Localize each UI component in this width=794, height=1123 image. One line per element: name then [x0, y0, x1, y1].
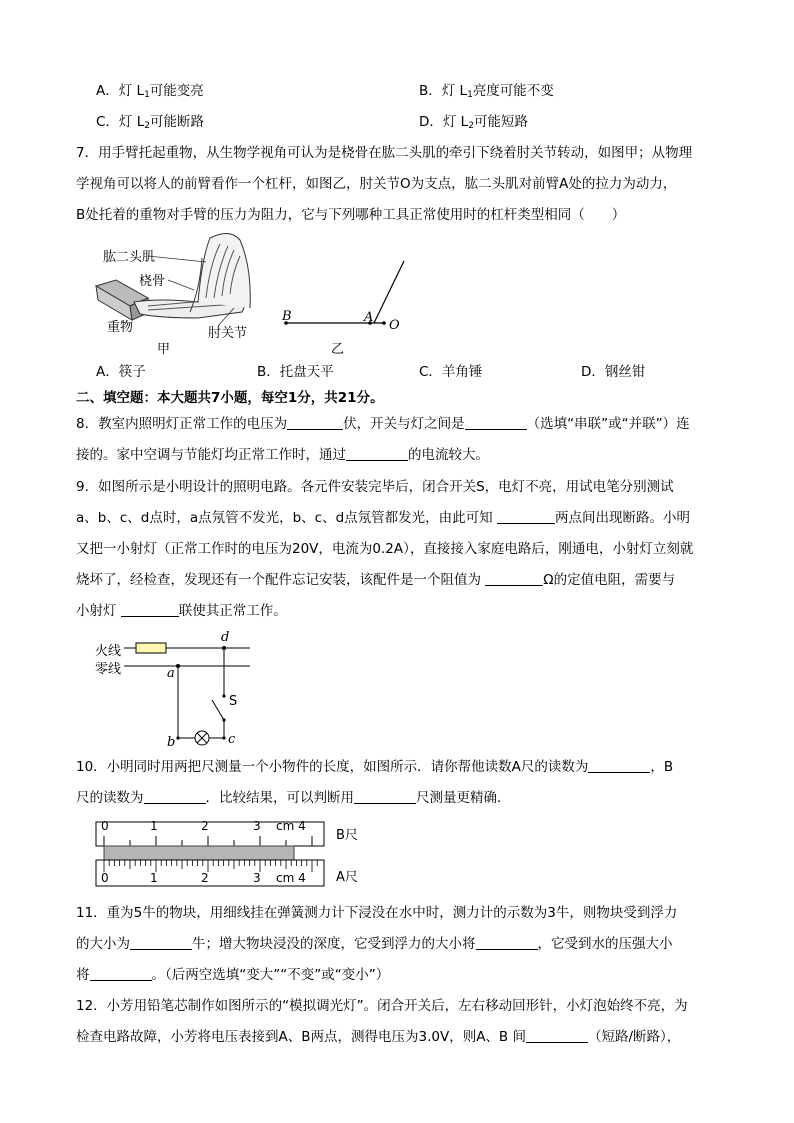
ruler-b-tick-0: 0: [101, 819, 109, 833]
caption-yi: 乙: [331, 342, 345, 357]
ruler-a-tick-1: 1: [150, 871, 158, 885]
circuit-point-a: a: [167, 666, 175, 681]
ruler-a-tick-0: 0: [101, 871, 109, 885]
label-elbow: 肘关节: [208, 326, 248, 341]
label-radius: 桡骨: [139, 274, 166, 289]
section-title: 二、填空题：本大题共7小题，每空1分，共21分。: [76, 390, 384, 406]
q6-option-a: A．灯 $L_1$可能变亮: [96, 83, 204, 100]
q9-line-5: 小射灯 联使其正常工作。: [76, 603, 287, 619]
ruler-b-label: B尺: [336, 828, 358, 843]
lever-point-O: O: [389, 318, 400, 333]
circuit-point-b: b: [167, 735, 176, 750]
q6-option-c: C．灯 $L_2$可能断路: [96, 114, 204, 131]
ruler-b-tick-1: 1: [150, 819, 158, 833]
q9-line-4: 烧坏了，经检查，发现还有一个配件忘记安装，该配件是一个阻值为 Ω的定值电阻，需要与: [76, 572, 676, 588]
q11-line-3: 将 。（后两空选填“变大”“不变”或“变小”）: [76, 967, 390, 983]
q8-line-2: 接的。家中空调与节能灯均正常工作时，通过 的电流较大。: [76, 447, 489, 463]
ruler-b-tick-2: 2: [201, 819, 209, 833]
label-live-wire: 火线: [95, 644, 122, 659]
q7-line-1: 7．用手臂托起重物，从生物学视角可认为是桡骨在肱二头肌的牵引下绕着肘关节转动，如图甲；从物理: [76, 145, 693, 161]
q7-option-d: D．钢丝钳: [581, 364, 646, 380]
q7-option-a: A．筷子: [96, 364, 146, 380]
label-neutral-wire: 零线: [95, 662, 122, 677]
q11-line-1: 11．重为5牛的物块，用细线挂在弹簧测力计下浸没在水中时，测力计的示数为3牛，则物块受到浮力: [76, 905, 678, 921]
ruler-b-tick-4: cm 4: [276, 819, 306, 833]
caption-jia: 甲: [157, 342, 171, 357]
switch-label: S: [229, 694, 238, 709]
ruler-a-tick-3: 3: [253, 871, 261, 885]
circuit-point-c: c: [228, 732, 236, 747]
ruler-b-tick-3: 3: [253, 819, 261, 833]
lever-point-A: A: [364, 310, 374, 325]
q10-line-1: 10．小明同时用两把尺测量一个小物件的长度，如图所示．请你帮他读数A尺的读数为 ，B: [76, 759, 674, 775]
label-biceps: 肱二头肌: [103, 250, 156, 265]
q7-line-3: B处托着的重物对手臂的压力为阻力，它与下列哪种工具正常使用时的杠杆类型相同（ ）: [76, 207, 626, 223]
ruler-a-tick-2: 2: [201, 871, 209, 885]
q12-line-1: 12．小芳用铅笔芯制作如图所示的“模拟调光灯”。闭合开关后，左右移动回形针，小灯泡始终不亮，为: [76, 998, 688, 1014]
q12-line-2: 检查电路故障，小芳将电压表接到A、B两点，测得电压为3.0V，则A、B 间 （短路/断路），: [76, 1029, 681, 1045]
q7-line-2: 学视角可以将人的前臂看作一个杠杆，如图乙，肘关节O为支点，肱二头肌对前臂A处的拉力为动力，: [76, 176, 677, 192]
q9-line-1: 9．如图所示是小明设计的照明电路。各元件安装完毕后，闭合开关S，电灯不亮，用试电笔分别测试: [76, 479, 674, 495]
label-weight: 重物: [107, 320, 134, 335]
q6-option-d: D．灯 $L_2$可能短路: [419, 114, 528, 131]
q8-line-1: 8．教室内照明灯正常工作的电压为 伏，开关与灯之间是 （选填“串联”或“并联”）连: [76, 416, 690, 432]
q10-line-2: 尺的读数为 ．比较结果，可以判断用 尺测量更精确．: [76, 790, 511, 806]
q9-line-3: 又把一小射灯（正常工作时的电压为20V，电流为0.2A），直接接入家庭电路后，刚通电，小射灯立刻就: [76, 541, 694, 557]
q9-line-2: a、b、c、d点时，a点氖管不发光，b、c、d点氖管都发光，由此可知 两点间出现断路。小明: [76, 510, 690, 526]
q11-line-2: 的大小为 牛；增大物块浸没的深度，它受到浮力的大小将 ，它受到水的压强大小: [76, 936, 673, 952]
q7-option-b: B．托盘天平: [257, 364, 334, 380]
ruler-a-label: A尺: [336, 870, 358, 885]
lever-point-B: B: [282, 309, 292, 324]
ruler-a-tick-4: cm 4: [276, 871, 306, 885]
circuit-point-d: d: [221, 630, 230, 645]
q6-option-b: B．灯 $L_1$亮度可能不变: [419, 83, 554, 100]
q7-option-c: C．羊角锤: [419, 364, 483, 380]
